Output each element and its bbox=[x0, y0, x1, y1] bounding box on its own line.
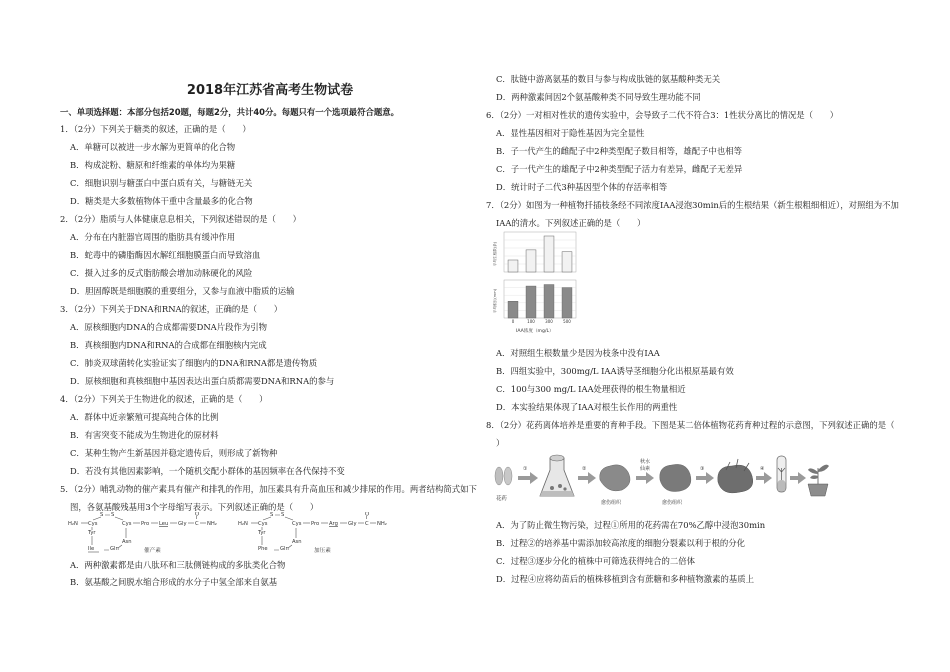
q2-stem: 2．（2分）脂质与人体健康息息相关，下列叙述错误的是（ ） bbox=[60, 214, 301, 224]
q3-stem: 3．（2分）下列关于DNA和RNA的叙述，正确的是（ ） bbox=[60, 304, 283, 314]
q4-option-b: B．有害突变不能成为生物进化的原材料 bbox=[70, 430, 219, 440]
oxytocin-asn: Asn bbox=[122, 539, 132, 545]
q3-option-c: C．肺炎双球菌转化实验证实了细胞内的DNA和RNA都是遗传物质 bbox=[70, 358, 318, 368]
chart-1-ylabel: 平均根长(mm) bbox=[493, 288, 497, 314]
q8-option-d: D．过程④应将幼苗后的植株移植到含有蔗糖和多种植物激素的基质上 bbox=[496, 574, 754, 584]
q1-option-d: D．糖类是大多数植物体干重中含量最多的化合物 bbox=[70, 196, 253, 206]
chart-0-bar-300 bbox=[544, 236, 554, 272]
step-2-label: ② bbox=[582, 466, 587, 472]
oxytocin-leu: Leu bbox=[159, 521, 169, 527]
q4-stem: 4．（2分）下列关于生物进化的叙述，正确的是（ ） bbox=[60, 394, 268, 404]
q5-option-c: C．肽链中游离氨基的数目与参与构成肽链的氨基酸种类无关 bbox=[496, 74, 721, 84]
vasopressin-s1: S bbox=[270, 512, 274, 518]
vasopressin-tyr: Tyr bbox=[258, 530, 266, 536]
label-colchicine-1: 秋水 bbox=[640, 459, 651, 465]
label-callus-1: 愈伤组织 bbox=[601, 500, 622, 506]
callus-icon-1 bbox=[600, 465, 630, 491]
step-3-label: ③ bbox=[700, 466, 705, 472]
vasopressin-h2n: H₂N bbox=[238, 521, 248, 527]
q2-option-a: A．分布在内脏器官周围的脂肪具有缓冲作用 bbox=[70, 232, 236, 242]
q6-stem: 6．（2分）一对相对性状的遗传实验中，会导致子二代不符合3：1性状分离比的情况是（ ） bbox=[486, 110, 839, 120]
vasopressin-cys1: Cys bbox=[258, 521, 268, 527]
q7-stem-line1: 7．（2分）如图为一种植物扦插枝条经不同浓度IAA浸泡30min后的生根结果（新生根粗细相近），对照组为不加 bbox=[486, 200, 899, 210]
oxytocin-c: C bbox=[195, 521, 199, 527]
q4-option-d: D．若没有其他因素影响，一个随机交配小群体的基因频率在各代保持不变 bbox=[70, 466, 345, 476]
q7-stem-line2: IAA的清水。下列叙述正确的是（ ） bbox=[496, 218, 646, 228]
arrow-transplant bbox=[790, 472, 806, 484]
q8-option-b: B．过程②的培养基中需添加较高浓度的细胞分裂素以利于根的分化 bbox=[496, 538, 746, 548]
q1-option-c: C．细胞识别与糖蛋白中蛋白质有关，与糖链无关 bbox=[70, 178, 253, 188]
chart-1-bar-300 bbox=[544, 285, 554, 318]
q7-option-c: C．100与300 mg/L IAA处理获得的根生物量相近 bbox=[496, 384, 686, 394]
anther-culture-figure bbox=[492, 450, 832, 512]
q6-option-a: A．显性基因相对于隐性基因为完全显性 bbox=[496, 128, 645, 138]
oxytocin-cys1: Cys bbox=[88, 521, 98, 527]
step-1-label: ① bbox=[523, 466, 528, 472]
arrow-colchicine bbox=[636, 472, 654, 484]
q3-option-a: A．原核细胞内DNA的合成都需要DNA片段作为引物 bbox=[70, 322, 267, 332]
q5-option-d: D．两种激素间因2个氨基酸种类不同导致生理功能不同 bbox=[496, 92, 701, 102]
q6-option-b: B．子一代产生的雌配子中2种类型配子数目相等，雄配子中也相等 bbox=[496, 146, 742, 156]
q3-option-d: D．原核细胞和真核细胞中基因表达出蛋白质都需要DNA和RNA的参与 bbox=[70, 376, 335, 386]
q5-option-b: B．氨基酸之间脱水缩合形成的水分子中氢全部来自氨基 bbox=[70, 577, 278, 587]
q7-option-a: A．对照组生根数量少是因为枝条中没有IAA bbox=[496, 348, 660, 358]
chart-1-bar-500 bbox=[562, 288, 572, 318]
chart-1-tick-500: 500 bbox=[563, 319, 571, 324]
chart-0-ylabel: 平均生根数(条) bbox=[493, 241, 497, 267]
plantlet-cluster-icon bbox=[718, 459, 753, 493]
vasopressin-gln: Gln bbox=[280, 546, 289, 552]
vasopressin-structure bbox=[238, 512, 387, 554]
q8-option-a: A．为了防止微生物污染，过程①所用的花药需在70%乙醇中浸泡30min bbox=[496, 520, 766, 530]
q8-option-c: C．过程③逐步分化的植株中可筛选获得纯合的二倍体 bbox=[496, 556, 696, 566]
q5-option-a: A．两种激素都是由八肽环和三肽侧链构成的多肽类化合物 bbox=[70, 560, 286, 570]
vasopressin-arg: Arg bbox=[329, 521, 338, 527]
chart-0-bar-100 bbox=[526, 250, 536, 272]
q5-stem-line1: 5．（2分）哺乳动物的催产素具有催产和排乳的作用，加压素具有升高血压和减少排尿的作用。两者结构简式如下 bbox=[60, 484, 477, 494]
q3-option-b: B．真核细胞内DNA和RNA的合成都在细胞核内完成 bbox=[70, 340, 267, 350]
chart-1-bar-100 bbox=[526, 286, 536, 318]
test-tube-icon bbox=[777, 456, 786, 492]
oxytocin-structure bbox=[68, 512, 217, 554]
label-callus-2: 愈伤组织 bbox=[662, 500, 683, 506]
q1-stem: 1．（2分）下列关于糖类的叙述，正确的是（ ） bbox=[60, 124, 251, 134]
page-title: 2018年江苏省高考生物试卷 bbox=[186, 83, 354, 98]
peptide-structure-figure bbox=[64, 512, 394, 554]
q8-stem-line1: 8．（2分）花药离体培养是重要的育种手段。下图是某二倍体植物花药育种过程的示意图，下列叙述正确的是（ bbox=[486, 420, 895, 430]
arrow-step-2 bbox=[578, 472, 596, 484]
oxytocin-gly: Gly bbox=[178, 521, 187, 527]
chart-1-tick-100: 100 bbox=[527, 319, 535, 324]
vasopressin-cys2: Cys bbox=[292, 521, 302, 527]
oxytocin-h2n: H₂N bbox=[68, 521, 78, 527]
vasopressin-pro: Pro bbox=[311, 521, 320, 527]
label-colchicine-2: 仙素 bbox=[640, 466, 651, 472]
oxytocin-o: O bbox=[195, 512, 200, 518]
iaa-rooting-chart bbox=[492, 230, 582, 338]
chart-0-bar-500 bbox=[562, 252, 572, 272]
vasopressin-asn: Asn bbox=[292, 539, 302, 545]
vasopressin-c: C bbox=[365, 521, 369, 527]
arrow-step-4 bbox=[756, 472, 772, 484]
q4-option-a: A．群体中近亲繁殖可提高纯合体的比例 bbox=[70, 412, 219, 422]
chart-1-bar-0 bbox=[508, 301, 518, 318]
oxytocin-tyr: Tyr bbox=[88, 530, 96, 536]
oxytocin-ile: Ile bbox=[88, 546, 95, 552]
oxytocin-s2: S bbox=[111, 512, 115, 518]
step-4-label: ④ bbox=[760, 466, 765, 472]
q2-option-c: C．摄入过多的反式脂肪酸会增加动脉硬化的风险 bbox=[70, 268, 253, 278]
q7-option-b: B．四组实验中，300mg/L IAA诱导茎细胞分化出根原基最有效 bbox=[496, 366, 734, 376]
arrow-step-1 bbox=[518, 472, 538, 484]
q8-stem-line2: ） bbox=[496, 438, 505, 448]
q6-option-c: C．子一代产生的雄配子中2种类型配子活力有差异，雌配子无差异 bbox=[496, 164, 743, 174]
vasopressin-phe: Phe bbox=[258, 546, 268, 552]
q6-option-d: D．统计时子二代3种基因型个体的存活率相等 bbox=[496, 182, 668, 192]
q7-option-d: D．本实验结果体现了IAA对根生长作用的两重性 bbox=[496, 402, 678, 412]
vasopressin-o: O bbox=[365, 512, 370, 518]
q2-option-b: B．蛇毒中的磷脂酶因水解红细胞膜蛋白而导致溶血 bbox=[70, 250, 261, 260]
oxytocin-label: 催产素 bbox=[144, 548, 161, 554]
oxytocin-nh2: NH₂ bbox=[207, 521, 217, 527]
chart-xlabel: IAA浓度（mg/L） bbox=[516, 329, 554, 334]
root-count-chart bbox=[492, 232, 576, 272]
label-anther: 花药 bbox=[496, 496, 507, 502]
arrow-step-3 bbox=[696, 472, 714, 484]
vasopressin-s2: S bbox=[281, 512, 285, 518]
potted-plant-icon bbox=[808, 465, 829, 496]
anther-icon bbox=[495, 467, 512, 485]
vasopressin-label: 加压素 bbox=[314, 548, 331, 554]
flask-icon bbox=[540, 455, 574, 496]
q2-option-d: D．胆固醇既是细胞膜的重要组分，又参与血液中脂质的运输 bbox=[70, 286, 295, 296]
chart-0-bar-0 bbox=[508, 260, 518, 272]
chart-1-tick-0: 0 bbox=[511, 319, 515, 324]
oxytocin-s1: S bbox=[100, 512, 104, 518]
q5-stem-line2: 图，各氨基酸残基用3个字母缩写表示。下列叙述正确的是（ ） bbox=[70, 502, 319, 512]
root-length-chart bbox=[492, 280, 576, 324]
section-heading: 一、单项选择题：本部分包括20题，每题2分，共计40分。每题只有一个选项最符合题意。 bbox=[60, 107, 400, 117]
oxytocin-cys2: Cys bbox=[122, 521, 132, 527]
oxytocin-gln: Gln bbox=[110, 546, 119, 552]
q1-option-a: A．单糖可以被进一步水解为更简单的化合物 bbox=[70, 142, 236, 152]
vasopressin-nh2: NH₂ bbox=[377, 521, 387, 527]
chart-1-tick-300: 300 bbox=[545, 319, 553, 324]
callus-icon-2 bbox=[660, 464, 691, 491]
oxytocin-pro: Pro bbox=[141, 521, 150, 527]
vasopressin-gly: Gly bbox=[348, 521, 357, 527]
q1-option-b: B．构成淀粉、糖原和纤维素的单体均为果糖 bbox=[70, 160, 236, 170]
q4-option-c: C．某种生物产生新基因并稳定遗传后，则形成了新物种 bbox=[70, 448, 278, 458]
